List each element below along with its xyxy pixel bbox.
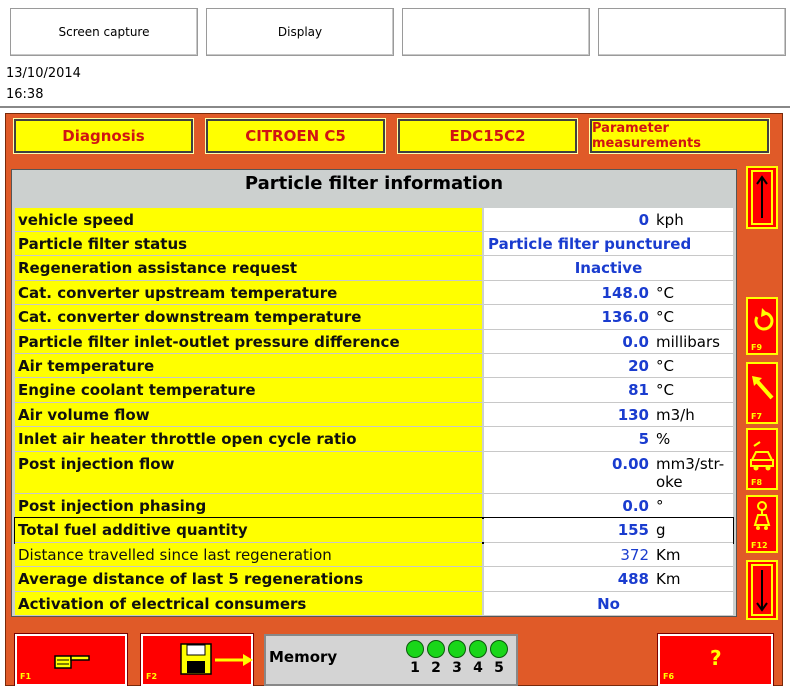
row-unit: mm3/str-oke: [656, 455, 725, 491]
table-row: [15, 452, 733, 494]
row-value: Particle filter punctured: [488, 235, 692, 253]
row-value: 488: [617, 570, 649, 588]
toolbar-empty-button-1[interactable]: [402, 8, 590, 56]
row-unit: °C: [656, 381, 674, 399]
vehicle-header[interactable]: CITROEN C5: [206, 119, 385, 153]
row-value: 5: [638, 430, 649, 448]
memory-slot-3-led[interactable]: [448, 640, 466, 658]
table-row: [15, 354, 733, 378]
row-label: Engine coolant temperature: [15, 378, 482, 403]
table-row: [15, 543, 733, 567]
table-row: [15, 403, 733, 427]
row-value: 0.0: [622, 333, 649, 351]
row-value-cell: [484, 518, 733, 543]
date-text: 13/10/2014: [6, 66, 81, 81]
help-icon: ?: [710, 646, 722, 670]
scroll-bottom-icon: [748, 562, 776, 618]
row-unit: °: [656, 497, 664, 515]
row-value: Inactive: [574, 259, 643, 277]
f9-key-label: F9: [751, 343, 763, 352]
pointing-hand-icon: [53, 648, 93, 672]
scroll-top-button[interactable]: [746, 166, 778, 229]
row-unit: °C: [656, 308, 674, 326]
screen-capture-button[interactable]: Screen capture: [10, 8, 198, 56]
row-value-cell: [484, 256, 733, 281]
f6-key-label: F6: [663, 672, 675, 681]
f2-save-button[interactable]: [141, 634, 253, 686]
f12-button[interactable]: [746, 495, 778, 553]
row-value: 0.00: [611, 455, 649, 473]
row-value-cell: [484, 403, 733, 427]
table-row: [15, 256, 733, 281]
f1-key-label: F1: [20, 672, 32, 681]
row-value-cell: [484, 427, 733, 452]
table-row: [15, 378, 733, 403]
row-label: Air temperature: [15, 354, 482, 378]
table-row: [15, 281, 733, 305]
f9-refresh-button[interactable]: [746, 297, 778, 355]
row-label: Air volume flow: [15, 403, 482, 427]
row-label: Inlet air heater throttle open cycle ratio: [15, 427, 482, 452]
f7-button[interactable]: [746, 362, 778, 424]
memory-slot-2-label: 2: [431, 660, 441, 676]
table-row: [15, 567, 733, 592]
f2-key-label: F2: [146, 672, 158, 681]
row-label: vehicle speed: [15, 208, 482, 232]
row-value: 81: [628, 381, 649, 399]
row-value: 20: [628, 357, 649, 375]
memory-slot-5-label: 5: [494, 660, 504, 676]
car-person-icon: [748, 499, 776, 539]
row-value: 136.0: [601, 308, 649, 326]
f8-button[interactable]: [746, 428, 778, 490]
row-value-cell: [484, 452, 733, 494]
row-unit: Km: [656, 570, 681, 588]
table-row: [15, 232, 733, 256]
arrow-upleft-icon: [748, 370, 776, 410]
table-row: [15, 592, 733, 616]
diagnosis-header[interactable]: Diagnosis: [14, 119, 193, 153]
table-title: Particle filter information: [244, 173, 504, 194]
row-label: Activation of electrical consumers: [15, 592, 482, 616]
selected-table-row[interactable]: [15, 518, 733, 543]
row-value-cell: [484, 378, 733, 403]
memory-panel: [264, 634, 518, 686]
mode-header[interactable]: Parameter measurements: [590, 119, 769, 153]
f12-key-label: F12: [751, 541, 768, 550]
scroll-bottom-button[interactable]: [746, 560, 778, 620]
row-label: Regeneration assistance request: [15, 256, 482, 281]
memory-slot-5-led[interactable]: [490, 640, 508, 658]
scroll-top-icon: [748, 168, 776, 227]
row-unit: kph: [656, 211, 684, 229]
row-value: No: [597, 595, 620, 613]
row-value: 130: [617, 406, 649, 424]
memory-slot-1-label: 1: [410, 660, 420, 676]
row-value-cell: [484, 567, 733, 592]
row-unit: m3/h: [656, 406, 695, 424]
memory-slot-2-led[interactable]: [427, 640, 445, 658]
rotate-icon: [748, 305, 776, 345]
row-label: Particle filter inlet-outlet pressure difference: [15, 330, 482, 354]
table-row: [15, 494, 733, 518]
row-unit: g: [656, 521, 666, 539]
row-unit: %: [656, 430, 671, 448]
memory-label: Memory: [269, 648, 338, 666]
memory-slot-1-led[interactable]: [406, 640, 424, 658]
row-unit: °C: [656, 284, 674, 302]
divider: [0, 106, 790, 108]
row-unit: millibars: [656, 333, 720, 351]
memory-slot-4-led[interactable]: [469, 640, 487, 658]
row-value-cell: [484, 592, 733, 616]
floppy-save-icon: [179, 642, 255, 676]
row-value-cell: [484, 305, 733, 330]
car-icon: [748, 438, 776, 478]
row-value: 155: [617, 521, 649, 539]
memory-slot-4-label: 4: [473, 660, 483, 676]
toolbar-empty-button-2[interactable]: [598, 8, 786, 56]
row-value-cell: [484, 232, 733, 256]
display-button[interactable]: Display: [206, 8, 394, 56]
row-label: Distance travelled since last regeneration: [15, 543, 482, 567]
f6-help-button[interactable]: [658, 634, 773, 686]
row-value: 0.0: [622, 497, 649, 515]
row-label: Cat. converter upstream temperature: [15, 281, 482, 305]
row-label: Average distance of last 5 regenerations: [15, 567, 482, 592]
table-row: [15, 330, 733, 354]
table-row: [15, 305, 733, 330]
f8-key-label: F8: [751, 478, 763, 487]
f7-key-label: F7: [751, 412, 763, 421]
row-value: 372: [620, 546, 649, 564]
ecu-header[interactable]: EDC15C2: [398, 119, 577, 153]
row-value: 148.0: [601, 284, 649, 302]
row-value-cell: [484, 543, 733, 567]
row-label: Cat. converter downstream temperature: [15, 305, 482, 330]
row-label: Particle filter status: [15, 232, 482, 256]
row-unit: °C: [656, 357, 674, 375]
f1-button[interactable]: [15, 634, 127, 686]
table-row: [15, 427, 733, 452]
time-text: 16:38: [6, 87, 44, 102]
row-value: 0: [638, 211, 649, 229]
row-unit: Km: [656, 546, 681, 564]
row-value-cell: [484, 494, 733, 518]
row-value-cell: [484, 208, 733, 232]
table-row: [15, 208, 733, 232]
memory-slot-3-label: 3: [452, 660, 462, 676]
row-value-cell: [484, 354, 733, 378]
row-value-cell: [484, 330, 733, 354]
row-label: Post injection flow: [15, 452, 482, 494]
row-label: Total fuel additive quantity: [15, 518, 482, 543]
row-value-cell: [484, 281, 733, 305]
row-label: Post injection phasing: [15, 494, 482, 518]
